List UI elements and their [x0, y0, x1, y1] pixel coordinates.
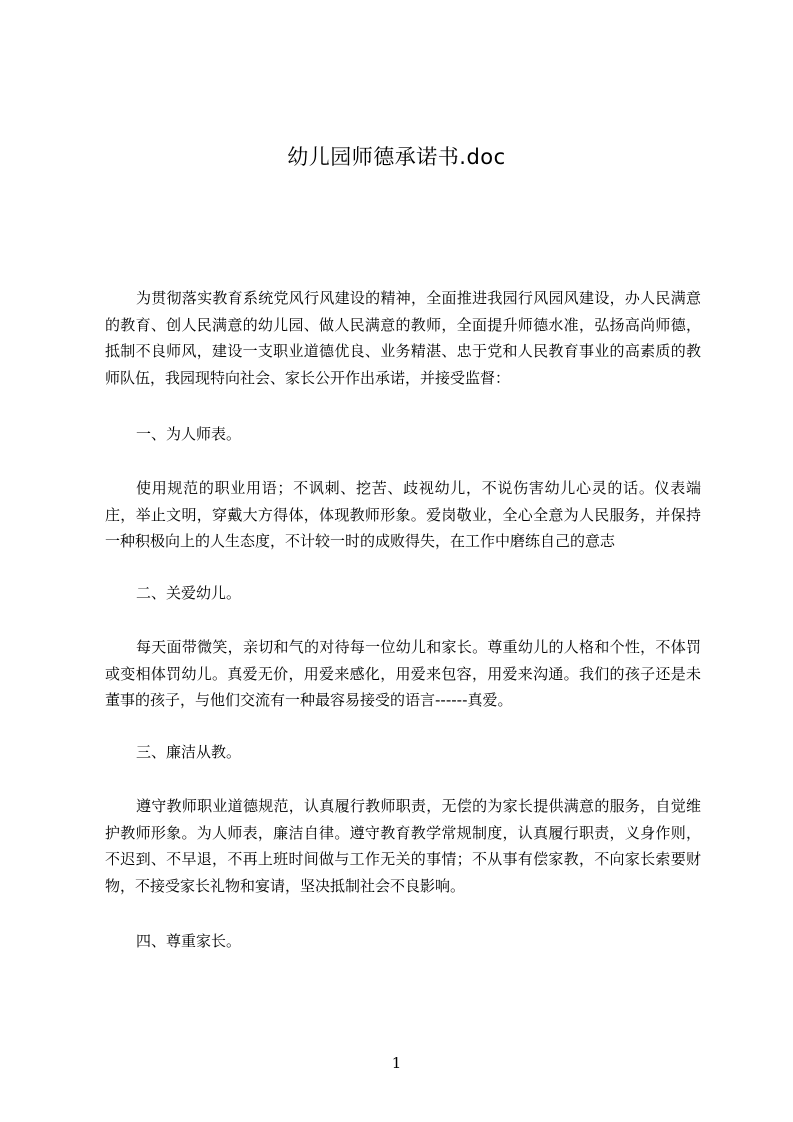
section-heading-1: 一、为人师表。: [136, 425, 242, 443]
page-number: 1: [391, 1054, 402, 1072]
section-body-2: 每天面带微笑，亲切和气的对待每一位幼儿和家长。尊重幼儿的人格和个性，不体罚或变相体罚幼儿。真爱无价，用爱来感化，用爱来包容，用爱来沟通。我们的孩子还是未董事的孩子，与他们交流有一种最容易接受的语言------真爱。: [105, 638, 701, 709]
section-body-3: 遵守教师职业道德规范，认真履行教师职责，无偿的为家长提供满意的服务，自觉维护教师形象。为人师表，廉洁自律。遵守教育教学常规制度，认真履行职责，义身作则，不迟到、不早退，不再上班时间做与工作无关的事情；不从事有偿家教，不向家长索要财物，不接受家长礼物和宴请，坚决抵制社会不良影响。: [105, 797, 701, 895]
section-heading-3: 三、廉洁从教。: [136, 743, 242, 761]
section-body-1: 使用规范的职业用语；不讽刺、挖苦、歧视幼儿，不说伤害幼儿心灵的话。仪表端庄，举止文明，穿戴大方得体，体现教师形象。爱岗敬业，全心全意为人民服务，并保持一种积极向上的人生态度，不计较一时的成败得失，在工作中磨练自己的意志: [105, 479, 701, 550]
section-heading-4: 四、尊重家长。: [136, 932, 242, 950]
intro-paragraph: 为贯彻落实教育系统党风行风建设的精神，全面推进我园行风园风建设，办人民满意的教育、创人民满意的幼儿园、做人民满意的教师，全面提升师德水准，弘扬高尚师德，抵制不良师风，建设一支职业道德优良、业务精湛、忠于党和人民教育事业的高素质的教师队伍，我园现特向社会、家长公开作出承诺，并接受监督：: [105, 289, 701, 387]
document-title: 幼儿园师德承诺书.doc: [287, 145, 506, 169]
section-heading-2: 二、关爱幼儿。: [136, 584, 242, 602]
